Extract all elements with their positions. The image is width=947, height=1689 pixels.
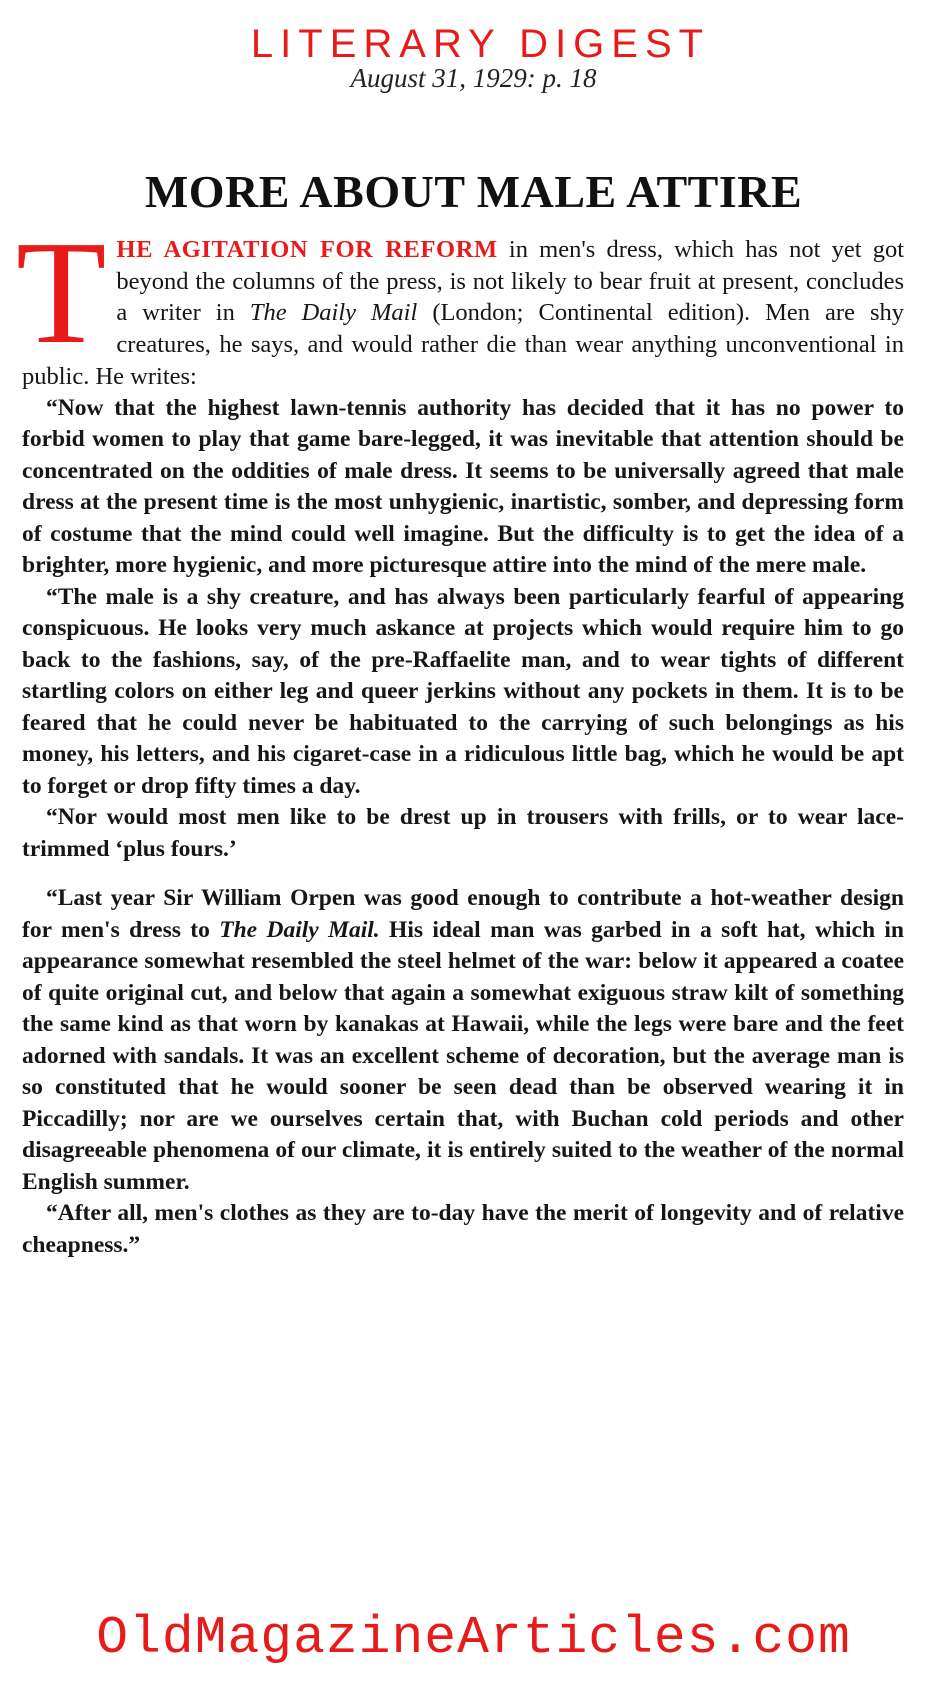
quote-paragraph-5: “After all, men's clothes as they are to-day have the merit of longevity and of relative cheapness.”	[22, 1200, 904, 1258]
publication-name: The Daily Mail	[249, 299, 418, 327]
quote-paragraph-2: “The male is a shy creature, and has always been particularly fearful of appearing conspicuous. He looks very much askance at projects which would require him to go back to the fashions, say, of the pre-Raffaelite man, and to wear tights of different startling colors on either leg and queer jerkins without any pockets in them. It is to be feared that he could never be habituated to the carrying of such belongings as his money, his letters, and his cigaret-case in a ridiculous little bag, which he would be apt to forget or drop fifty times a day.	[22, 583, 904, 799]
quote4-text-2: His ideal man was garbed in a soft hat, which in appearance somewhat resembled the steel helmet of the war: below it appeared a coatee of quite original cut, and below that again a somewhat exiguous straw kilt of something the same kind as that worn by kanakas at Hawaii, while the legs were bare and the feet adorned with sandals. It was an excellent scheme of decoration, but the average man is so constituted that he would sooner be seen dead than be observed wearing it in Piccadilly; nor are we ourselves certain that, with Buchan cold periods and other disagreeable phenomena of our climate, it is entirely suited to the weather of the normal English summer.	[22, 916, 904, 1195]
lead-in-red: HE AGITATION FOR REFORM	[116, 236, 498, 263]
article-body	[16, 211, 904, 1261]
paragraph-gap	[22, 865, 904, 883]
quote4-publication: The Daily Mail.	[219, 916, 380, 943]
magazine-name: LITERARY DIGEST	[250, 22, 711, 66]
intro-text-2: (London; Continental edition). Men are shy creatures, he says, and would rather die than wear anything unconventional in public. He writes:	[22, 299, 904, 390]
intro-text-1: in men's dress, which has not yet got beyond the columns of the press, is not likely to bear fruit at present, concludes a writer in	[116, 236, 904, 327]
site-watermark: OldMagazineArticles.com	[96, 1608, 851, 1668]
intro-paragraph	[16, 211, 904, 393]
quote-paragraph-4	[22, 883, 904, 1198]
drop-cap: T	[16, 211, 107, 375]
article-headline: MORE ABOUT MALE ATTIRE	[144, 166, 803, 217]
issue-date: August 31, 1929: p. 18	[350, 63, 597, 93]
quote4-text-1: “Last year Sir William Orpen was good enough to contribute a hot-weather design for men's dress to	[22, 885, 904, 943]
quote-paragraph-3: “Nor would most men like to be drest up in trousers with frills, or to wear lace-trimmed ‘plus fours.’	[22, 804, 904, 862]
masthead	[0, 22, 947, 92]
quote-paragraph-1: “Now that the highest lawn-tennis authority has decided that it has no power to forbid women to play that game bare-legged, it was inevitable that attention should be concentrated on the oddities of male dress. It seems to be universally agreed that male dress at the present time is the most unhygienic, inartistic, somber, and depressing form of costume that the mind could well imagine. But the difficulty is to get the idea of a brighter, more hygienic, and more picturesque attire into the mind of the mere male.	[22, 394, 904, 579]
